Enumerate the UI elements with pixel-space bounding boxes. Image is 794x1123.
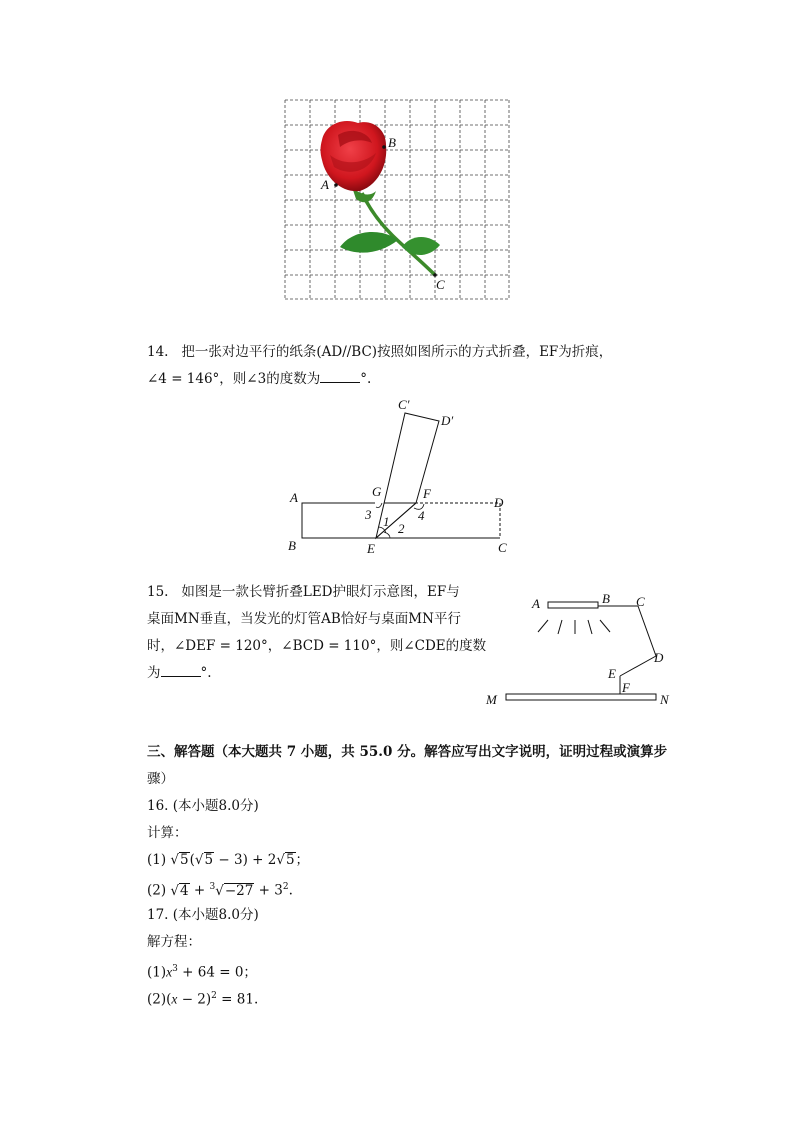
q15-text-line2: 桌面MN垂直，当发光的灯管AB恰好与桌面MN平行 <box>147 611 461 627</box>
q16-p2-index: 3 <box>209 882 216 892</box>
label-B: B <box>388 135 396 150</box>
q15-answer-blank[interactable] <box>161 664 201 677</box>
q15-line2 <box>147 610 461 628</box>
section3-heading-line1 <box>147 743 667 761</box>
point-B <box>382 145 386 149</box>
desk-MN <box>506 694 656 700</box>
fig15-label-N: N <box>660 692 669 707</box>
label-A: A <box>321 177 329 192</box>
q14-answer-blank[interactable] <box>320 370 360 383</box>
rose-grid-figure <box>280 95 515 305</box>
arm-CD <box>638 606 656 656</box>
fig15-label-F: F <box>622 680 630 695</box>
q16-p2-exp: 2 <box>282 882 289 892</box>
q16-p2-cbrt: √−27 <box>215 882 254 899</box>
rose-leaf-right <box>402 237 440 255</box>
point-A <box>334 183 338 187</box>
fig15-label-M: M <box>486 692 497 707</box>
fig14-label-1: 1 <box>383 514 390 529</box>
q17-header-text: 17. (本小题8.0分) <box>147 907 259 923</box>
section3-heading-line2 <box>147 770 174 788</box>
light-rays <box>538 620 610 634</box>
q16-part1 <box>147 851 309 869</box>
q17-header <box>147 906 259 924</box>
q14-text-line1: 把一张对边平行的纸条(AD//BC)按照如图所示的方式折叠，EF为折痕， <box>181 344 613 360</box>
fig14-label-A: A <box>290 490 298 505</box>
section3-text-line2: 骤） <box>147 771 174 787</box>
q14-folding-figure <box>280 395 520 560</box>
q16-p1-mid: − 3) + 2 <box>214 852 277 868</box>
q16-p2-tail: + 3 <box>254 882 283 899</box>
arc-angle-2 <box>384 532 390 538</box>
q16-p1-sqrt-3: √5 <box>276 852 295 868</box>
q14-number: 14. <box>147 344 169 360</box>
fold-crease-EF <box>376 503 416 538</box>
fig14-label-C-prime: C′ <box>398 397 410 412</box>
fig14-label-D-prime: D′ <box>441 413 454 428</box>
fig15-label-A: A <box>532 596 540 611</box>
q17-p1-rest: + 64 = 0； <box>177 964 257 981</box>
q16-p1-end: ； <box>295 852 310 868</box>
q16-p1-open: ( <box>189 852 195 868</box>
fig14-label-B: B <box>288 538 296 553</box>
q16-p1-sqrt-1: √5 <box>170 852 189 868</box>
q14-text-line2-post: °. <box>360 371 372 387</box>
fig15-label-B: B <box>602 591 610 606</box>
fig14-label-C: C <box>498 540 507 555</box>
q14-text-line2-pre: ∠4 = 146°，则∠3的度数为 <box>147 371 321 387</box>
lamp-tube-AB <box>548 602 598 608</box>
q15-text-line3: 时，∠DEF = 120°，∠BCD = 110°，则∠CDE的度数 <box>147 638 487 654</box>
fig14-label-2: 2 <box>398 521 405 536</box>
q15-text-line1: 如图是一款长臂折叠LED护眼灯示意图，EF与 <box>181 584 460 600</box>
arm-DE <box>620 656 656 676</box>
q17-p1-label: (1) <box>147 964 167 981</box>
q15-text-line4-post: °. <box>200 665 212 681</box>
fig14-label-F: F <box>423 486 431 501</box>
q16-prompt <box>147 824 188 842</box>
fig14-label-3: 3 <box>365 507 372 522</box>
q17-p2-rest: = 81. <box>216 991 259 1008</box>
q14-line1 <box>147 343 612 361</box>
fig14-label-D: D <box>494 495 504 510</box>
q17-p2-open: ( <box>166 991 172 1008</box>
fig14-label-G: G <box>372 484 382 499</box>
q16-p2-sqrt: √4 <box>170 882 189 899</box>
strip-dashed-part <box>415 503 500 538</box>
q16-p2-label: (2) <box>147 882 167 899</box>
q17-prompt-text: 解方程： <box>147 934 201 950</box>
fig15-label-C: C <box>636 594 645 609</box>
label-C: C <box>436 277 445 292</box>
q16-part2 <box>147 878 293 900</box>
section3-text-line1: 三、解答题（本大题共 7 小题，共 55.0 分。解答应写出文字说明，证明过程或演算步 <box>147 744 668 760</box>
q15-line1 <box>147 583 460 601</box>
fig15-label-D: D <box>654 650 664 665</box>
q17-p2-mid: − 2) <box>177 991 212 1008</box>
q17-p2-var: x <box>171 991 178 1007</box>
fig14-label-4: 4 <box>418 508 425 523</box>
q16-header-text: 16. (本小题8.0分) <box>147 798 259 814</box>
q17-p2-label: (2) <box>147 991 167 1008</box>
q15-lamp-figure <box>480 590 680 710</box>
arc-angle-3 <box>376 503 382 508</box>
q17-p1-exp: 3 <box>172 964 178 974</box>
q15-line4 <box>147 664 212 682</box>
q16-p2-end: . <box>288 882 293 899</box>
q15-number: 15. <box>147 584 169 600</box>
q16-header <box>147 797 259 815</box>
q17-p2-exp: 2 <box>211 991 217 1001</box>
fig14-label-E: E <box>367 541 375 556</box>
fig15-label-E: E <box>608 666 616 681</box>
rose-leaf-left <box>340 232 398 253</box>
q15-line3 <box>147 637 486 655</box>
q17-prompt <box>147 933 201 951</box>
q17-part2 <box>147 987 258 1009</box>
q14-line2 <box>147 370 371 388</box>
q17-part1 <box>147 960 257 982</box>
q16-prompt-text: 计算： <box>147 825 188 841</box>
dashed-grid <box>285 100 509 299</box>
q16-p2-plus: + <box>189 882 210 899</box>
q16-p1-label: (1) <box>147 852 167 868</box>
q15-text-line4-pre: 为 <box>147 665 161 681</box>
q17-p1-var: x <box>166 964 173 980</box>
q16-p1-sqrt-2: √5 <box>194 852 214 868</box>
